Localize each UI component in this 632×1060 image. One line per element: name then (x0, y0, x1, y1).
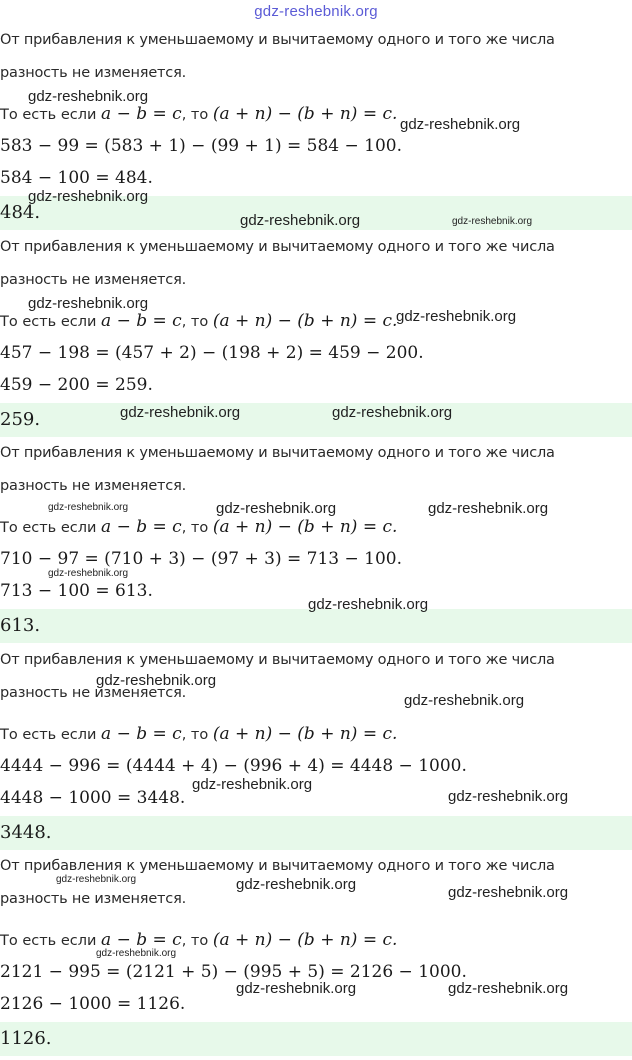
watermark-text: gdz-reshebnik.org (448, 884, 569, 901)
formula-condition: a − b = c (101, 723, 182, 744)
formula-condition: a − b = c (101, 930, 182, 950)
watermark-text: gdz-reshebnik.org (240, 212, 361, 229)
rule-formula (0, 930, 397, 950)
solution-step-1: 710 − 97 = (710 + 3) − (97 + 3) = 713 − 100. (0, 549, 402, 569)
watermark-text: gdz-reshebnik.org (28, 188, 149, 205)
watermark-text: gdz-reshebnik.org (120, 404, 241, 421)
formula-then: , то (181, 107, 213, 123)
answer-band (0, 816, 632, 850)
watermark-text: gdz-reshebnik.org (56, 874, 137, 885)
watermark-text: gdz-reshebnik.org (48, 502, 129, 513)
formula-condition: a − b = c (101, 310, 182, 331)
solution-step-2: 2126 − 1000 = 1126. (0, 994, 186, 1014)
rule-line-2: разность не изменяется. (0, 891, 187, 907)
watermark-text: gdz-reshebnik.org (96, 672, 217, 689)
formula-prefix: То есть если (0, 313, 102, 330)
answer-value: 484. (0, 202, 41, 223)
solution-step-1: 4444 − 996 = (4444 + 4) − (996 + 4) = 4448 − 1000. (0, 755, 467, 776)
solution-step-1: 457 − 198 = (457 + 2) − (198 + 2) = 459 − 200. (0, 342, 424, 363)
watermark-text: gdz-reshebnik.org (28, 295, 149, 312)
formula-then: , то (181, 726, 213, 743)
formula-prefix: То есть если (0, 107, 102, 123)
solution-step-2: 4448 − 1000 = 3448. (0, 787, 186, 808)
watermark-text: gdz-reshebnik.org (404, 692, 525, 709)
formula-prefix: То есть если (0, 520, 102, 536)
watermark-text: gdz-reshebnik.org (48, 568, 129, 579)
formula-then: , то (181, 520, 213, 536)
problem-block (0, 648, 632, 854)
answer-band (0, 403, 632, 437)
rule-line-2: разность не изменяется. (0, 65, 187, 81)
formula-prefix: То есть если (0, 933, 102, 949)
formula-result: (a + n) − (b + n) = c. (212, 104, 398, 124)
answer-band (0, 1022, 632, 1056)
problem-block (0, 441, 632, 647)
watermark-text: gdz-reshebnik.org (332, 404, 453, 421)
rule-line-2: разность не изменяется. (0, 478, 187, 494)
formula-result: (a + n) − (b + n) = c. (212, 723, 398, 744)
rule-line-1: От прибавления к уменьшаемому и вычитаемому одного и того же числа (0, 651, 555, 668)
watermark-text: gdz-reshebnik.org (216, 500, 337, 517)
answer-value: 259. (0, 408, 41, 430)
formula-result: (a + n) − (b + n) = c. (212, 930, 398, 950)
rule-line-2: разность не изменяется. (0, 684, 187, 701)
formula-then: , то (181, 933, 213, 949)
rule-line-1: От прибавления к уменьшаемому и вычитаемому одного и того же числа (0, 238, 555, 255)
rule-line-1: От прибавления к уменьшаемому и вычитаемому одного и того же числа (0, 32, 555, 48)
watermark-text: gdz-reshebnik.org (400, 116, 521, 133)
rule-line-2: разность не изменяется. (0, 271, 187, 288)
answer-band (0, 609, 632, 643)
rule-line-1: От прибавления к уменьшаемому и вычитаемому одного и того же числа (0, 445, 555, 461)
answer-value: 613. (0, 615, 41, 636)
watermark-text: gdz-reshebnik.org (448, 788, 569, 805)
watermark-text: gdz-reshebnik.org (236, 876, 357, 893)
rule-formula (0, 311, 397, 331)
watermark-text: gdz-reshebnik.org (192, 776, 313, 793)
rule-formula (0, 724, 397, 744)
solution-step-1: 583 − 99 = (583 + 1) − (99 + 1) = 584 − 100. (0, 136, 402, 156)
answer-value: 1126. (0, 1028, 52, 1049)
watermark-text: gdz-reshebnik.org (28, 88, 149, 105)
solution-step-2: 459 − 200 = 259. (0, 374, 153, 395)
watermark-text: gdz-reshebnik.org (396, 308, 517, 325)
watermark-text: gdz-reshebnik.org (96, 948, 177, 959)
formula-then: , то (181, 313, 213, 330)
rule-formula (0, 517, 397, 537)
rule-line-1: От прибавления к уменьшаемому и вычитаемому одного и того же числа (0, 858, 555, 874)
rule-formula (0, 104, 397, 124)
formula-condition: a − b = c (101, 104, 182, 124)
formula-condition: a − b = c (101, 517, 182, 537)
watermark-text: gdz-reshebnik.org (428, 500, 549, 517)
site-header-watermark: gdz-reshebnik.org (254, 3, 378, 20)
solution-step-2: 584 − 100 = 484. (0, 168, 153, 188)
formula-prefix: То есть если (0, 726, 102, 743)
problem-block (0, 235, 632, 441)
formula-result: (a + n) − (b + n) = c. (212, 517, 398, 537)
solution-step-1: 2121 − 995 = (2121 + 5) − (995 + 5) = 2126 − 1000. (0, 962, 467, 982)
watermark-text: gdz-reshebnik.org (308, 596, 429, 613)
formula-result: (a + n) − (b + n) = c. (212, 310, 398, 331)
watermark-text: gdz-reshebnik.org (448, 980, 569, 997)
watermark-text: gdz-reshebnik.org (452, 216, 533, 227)
solution-step-2: 713 − 100 = 613. (0, 581, 153, 601)
watermark-text: gdz-reshebnik.org (236, 980, 357, 997)
answer-value: 3448. (0, 821, 52, 843)
